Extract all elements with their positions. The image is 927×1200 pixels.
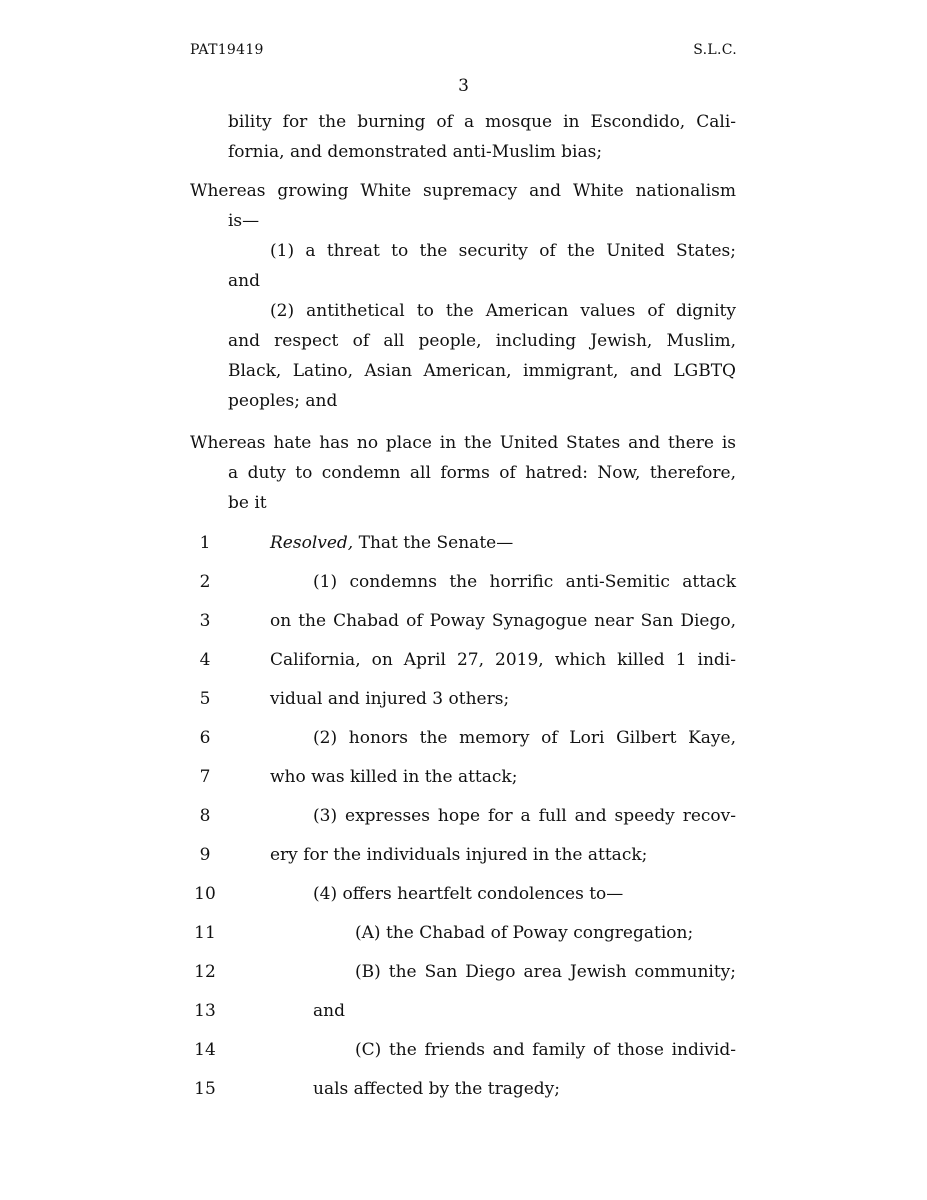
line-number: 6 — [199, 728, 211, 748]
preamble-line: Whereas growing White supremacy and White nationalism — [190, 181, 736, 201]
preamble-line: and — [228, 271, 260, 291]
resolution-line — [190, 806, 736, 845]
line-text: ery for the individuals injured in the attack; — [270, 845, 648, 865]
preamble-line: is— — [228, 211, 260, 231]
preamble-block-1 — [190, 107, 736, 167]
line-text: (1) condemns the horrific anti-Semitic attack — [313, 572, 736, 592]
resolution-line — [190, 650, 736, 689]
preamble-line: be it — [228, 493, 267, 513]
whereas-clause-1 — [190, 176, 736, 416]
line-text: (A) the Chabad of Poway congregation; — [355, 923, 694, 943]
preamble-line: Whereas hate has no place in the United States and there is — [190, 433, 736, 453]
line-text: (4) offers heartfelt condolences to— — [313, 884, 624, 904]
line-number: 11 — [194, 923, 216, 943]
line-number: 8 — [199, 806, 211, 826]
resolved-rest: That the Senate— — [353, 533, 514, 553]
line-text: uals affected by the tragedy; — [313, 1079, 561, 1099]
resolution-line — [190, 845, 736, 884]
resolution-line — [190, 611, 736, 650]
preamble-line: a duty to condemn all forms of hatred: Now, therefore, — [228, 463, 736, 483]
line-text: on the Chabad of Poway Synagogue near San Diego, — [270, 611, 736, 631]
resolution-line — [190, 1040, 736, 1079]
resolution-line — [190, 728, 736, 767]
preamble-line: fornia, and demonstrated anti-Muslim bias; — [228, 142, 603, 162]
line-number: 7 — [199, 767, 211, 787]
resolved-clause — [270, 533, 736, 553]
resolved-italic: Resolved, — [270, 533, 354, 553]
line-text: California, on April 27, 2019, which killed 1 indi- — [270, 650, 736, 670]
line-number: 15 — [194, 1079, 216, 1099]
line-number: 4 — [199, 650, 211, 670]
resolution-line — [190, 533, 736, 572]
line-text: who was killed in the attack; — [270, 767, 518, 787]
resolution-line — [190, 1079, 736, 1118]
preamble-line: Black, Latino, Asian American, immigrant, and LGBTQ — [228, 361, 736, 381]
line-number: 1 — [199, 533, 211, 553]
whereas-clause-2 — [190, 428, 736, 518]
document-id: PAT19419 — [190, 42, 264, 58]
line-number: 12 — [194, 962, 216, 982]
resolution-line — [190, 689, 736, 728]
line-text: (B) the San Diego area Jewish community; — [355, 962, 736, 982]
line-number: 5 — [199, 689, 211, 709]
resolution-line — [190, 767, 736, 806]
resolution-line — [190, 572, 736, 611]
line-number: 10 — [194, 884, 216, 904]
line-number: 13 — [194, 1001, 216, 1021]
resolution-line — [190, 1001, 736, 1040]
preamble-line: (1) a threat to the security of the United States; — [270, 241, 736, 261]
line-number: 14 — [194, 1040, 216, 1060]
resolution-line — [190, 923, 736, 962]
line-text: vidual and injured 3 others; — [270, 689, 510, 709]
preamble-line: and respect of all people, including Jewish, Muslim, — [228, 331, 736, 351]
preamble-line: peoples; and — [228, 391, 338, 411]
line-text: (2) honors the memory of Lori Gilbert Kaye, — [313, 728, 736, 748]
line-text: (3) expresses hope for a full and speedy recov- — [313, 806, 736, 826]
line-number: 2 — [199, 572, 211, 592]
resolution-line — [190, 962, 736, 1001]
page-number: 3 — [458, 76, 469, 96]
line-text: (C) the friends and family of those individ- — [355, 1040, 736, 1060]
line-number: 3 — [199, 611, 211, 631]
resolution-line — [190, 884, 736, 923]
office-code: S.L.C. — [693, 42, 737, 58]
line-text: and — [313, 1001, 345, 1021]
line-number: 9 — [199, 845, 211, 865]
preamble-line: bility for the burning of a mosque in Escondido, Cali- — [228, 112, 736, 132]
preamble-line: (2) antithetical to the American values of dignity — [270, 301, 736, 321]
